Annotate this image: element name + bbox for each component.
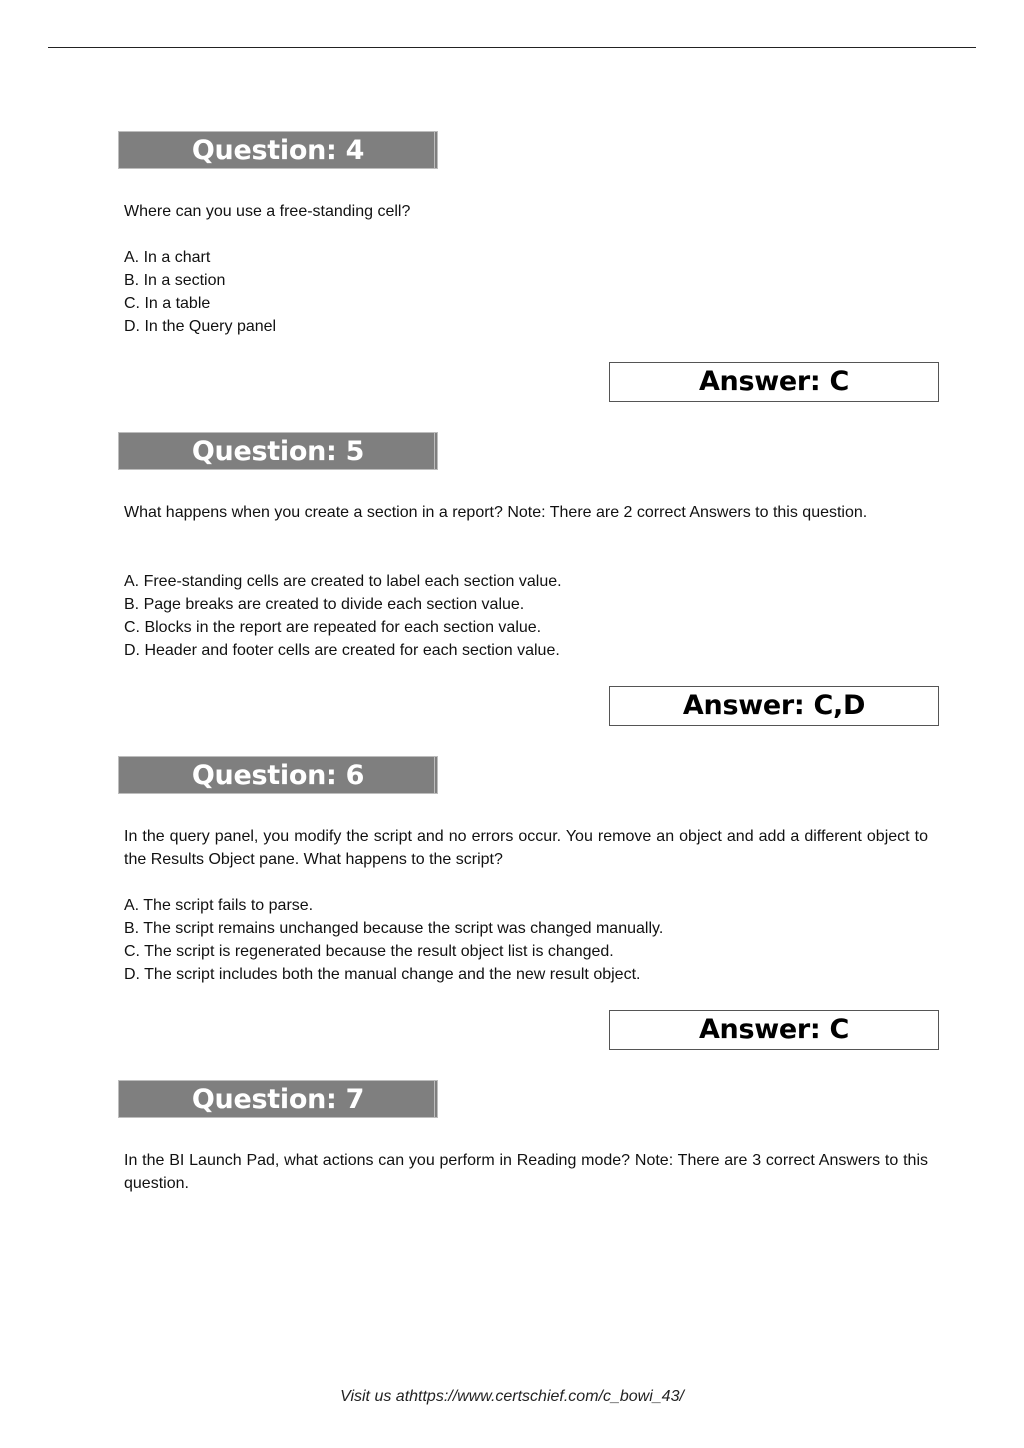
question-4-answer: Answer: C [609, 362, 939, 402]
question-6-prompt: In the query panel, you modify the script and no errors occur. You remove an object and add a different object to the Results Object pane. What happens to the script? [124, 828, 928, 868]
option-d: D. Header and footer cells are created for each section value. [124, 642, 560, 659]
question-7-prompt: In the BI Launch Pad, what actions can you perform in Reading mode? Note: There are 3 correct Answers to this question. [124, 1152, 928, 1192]
option-a: A. Free-standing cells are created to label each section value. [124, 573, 562, 590]
question-7-header [118, 1080, 438, 1118]
question-5-header [118, 432, 438, 470]
question-4-header [118, 131, 438, 169]
question-4-text [124, 200, 928, 223]
option-c: C. In a table [124, 295, 211, 312]
question-4-title: Question: 4 [191, 135, 365, 166]
option-c: C. Blocks in the report are repeated for each section value. [124, 619, 542, 636]
option-d: D. In the Query panel [124, 318, 277, 335]
footer-link[interactable]: Visit us athttps://www.certschief.com/c_bowi_43/ [340, 1388, 684, 1405]
header-rule [48, 47, 976, 48]
question-6-options [124, 894, 928, 986]
question-4-prompt: Where can you use a free-standing cell? [124, 203, 411, 220]
question-4-options [124, 246, 928, 338]
question-6-header [118, 756, 438, 794]
option-a: A. In a chart [124, 249, 211, 266]
question-7-title: Question: 7 [191, 1084, 365, 1115]
question-7-text [124, 1149, 928, 1195]
question-5-text [124, 501, 928, 524]
question-5-answer: Answer: C,D [609, 686, 939, 726]
question-6-text [124, 825, 928, 871]
option-c: C. The script is regenerated because the result object list is changed. [124, 943, 614, 960]
option-a: A. The script fails to parse. [124, 897, 314, 914]
question-5-options [124, 570, 928, 662]
question-5-prompt: What happens when you create a section in a report? Note: There are 2 correct Answers to this question. [124, 504, 868, 521]
question-6-answer: Answer: C [609, 1010, 939, 1050]
option-d: D. The script includes both the manual change and the new result object. [124, 966, 641, 983]
option-b: B. In a section [124, 272, 226, 289]
option-b: B. The script remains unchanged because the script was changed manually. [124, 920, 664, 937]
question-5-title: Question: 5 [191, 436, 365, 467]
option-b: B. Page breaks are created to divide each section value. [124, 596, 525, 613]
question-6-title: Question: 6 [191, 760, 365, 791]
